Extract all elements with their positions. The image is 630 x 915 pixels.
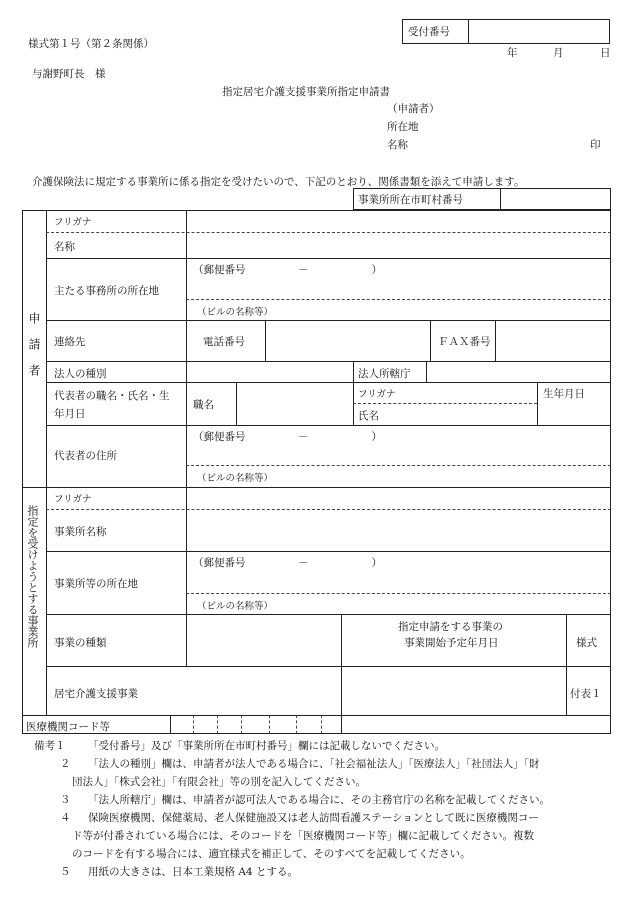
- service-name: 居宅介護支援事業: [54, 688, 138, 700]
- rep-name-input[interactable]: [385, 405, 533, 423]
- rep-furigana-divider: [353, 403, 537, 404]
- note-heading: 備考１: [34, 740, 66, 752]
- furigana-divider: [46, 232, 611, 233]
- rep-address-label: 代表者の住所: [54, 450, 117, 462]
- row-divider: [22, 715, 611, 716]
- municipality-code-divider: [500, 188, 501, 210]
- date-day: 日: [600, 47, 611, 59]
- business-type-label: 事業の種類: [54, 637, 107, 649]
- facility-group-label: 指定を受けようとする事業所: [26, 505, 39, 648]
- form-number: 様式第１号（第２条関係）: [28, 38, 154, 50]
- medical-code-input[interactable]: [172, 717, 339, 732]
- facility-furigana-input[interactable]: [190, 490, 608, 507]
- facility-postal-text: （郵便番号 － ）: [193, 557, 382, 569]
- corp-type-label: 法人の種別: [54, 368, 107, 380]
- row-divider: [46, 666, 611, 667]
- phone-divider: [265, 320, 266, 361]
- applicant-group-label: 申請者: [27, 312, 41, 390]
- medical-code-label: 医療機関コード等: [26, 721, 110, 733]
- municipality-code-input[interactable]: [504, 191, 606, 207]
- rep-name-label: 氏名: [358, 410, 379, 422]
- applicant-name-row-label: 名称: [54, 241, 75, 253]
- row-divider: [46, 258, 611, 259]
- phone-input[interactable]: [269, 324, 427, 357]
- corp-authority-input[interactable]: [430, 364, 608, 380]
- rep-label-line1: 代表者の職名・氏名・生: [54, 390, 170, 402]
- applicant-address-label: 所在地: [387, 121, 419, 133]
- office-address-label: 主たる事務所の所在地: [54, 285, 159, 297]
- intro-text: 介護保険法に規定する事業所に係る指定を受けたいので、下記のとおり、関係書類を添えて申請します。: [32, 176, 525, 188]
- facility-name-input[interactable]: [190, 514, 608, 548]
- note-2-line1: 「法人の種別」欄は、申請者が法人である場合に、「社会福祉法人」「医療法人」「社団法人」「財: [88, 758, 540, 770]
- applicant-furigana-label: フリガナ: [54, 217, 92, 228]
- form-col-divider: [566, 614, 567, 715]
- page-title: 指定居宅介護支援事業所指定申請書: [222, 86, 390, 98]
- note-2-number: ２: [60, 758, 71, 770]
- facility-furigana-label: フリガナ: [54, 494, 92, 505]
- municipality-code-label: 事業所所在市町村番号: [358, 194, 463, 206]
- start-date-divider: [341, 614, 342, 715]
- note-2-line2: 団法人」「株式会社」「有限会社」等の別を記入してください。: [72, 776, 366, 788]
- applicant-name-input[interactable]: [190, 236, 608, 256]
- fax-label: ＦＡＸ番号: [438, 336, 491, 348]
- receipt-number-input[interactable]: [474, 24, 604, 40]
- row-divider: [46, 382, 611, 383]
- office-address-input[interactable]: [190, 277, 608, 297]
- applicant-name-label: 名称: [387, 139, 408, 151]
- contact-label: 連絡先: [54, 336, 86, 348]
- date-year: 年: [507, 47, 518, 59]
- group-column-line: [46, 210, 47, 715]
- addressee: 与謝野町長 様: [32, 68, 106, 80]
- corp-type-input[interactable]: [190, 364, 348, 380]
- row-divider: [46, 551, 611, 552]
- facility-furigana-divider: [46, 509, 611, 510]
- office-postal-text: （郵便番号 － ）: [193, 264, 382, 276]
- note-3-number: ３: [60, 794, 71, 806]
- receipt-divider: [468, 19, 469, 44]
- applicant-heading: （申請者）: [387, 103, 440, 115]
- birthdate-divider: [537, 382, 538, 425]
- phone-label: 電話番号: [203, 336, 245, 348]
- rep-address-divider: [186, 465, 611, 466]
- note-4-number: ４: [60, 812, 71, 824]
- seal-mark: 印: [590, 139, 601, 151]
- row-divider: [46, 320, 611, 321]
- address-divider: [186, 299, 611, 300]
- note-4-line3: のコードを有する場合には、適宜様式を補正して、そのすべてを記載してください。: [72, 848, 471, 860]
- start-date-input[interactable]: [345, 670, 562, 712]
- note-3: 「法人所轄庁」欄は、申請者が認可法人である場合に、その主務官庁の名称を記載してください。: [88, 794, 550, 806]
- medical-code-divider: [170, 715, 171, 734]
- receipt-number-label: 受付番号: [408, 26, 450, 38]
- note-1: 「受付番号」及び「事業所所在市町村番号」欄には記載しないでください。: [88, 740, 445, 752]
- rep-building-text: （ビルの名称等）: [197, 473, 274, 484]
- facility-building-text: （ビルの名称等）: [197, 601, 274, 612]
- attachment-label: 付表１: [570, 688, 602, 700]
- fax-input[interactable]: [499, 324, 607, 357]
- label-column-line: [186, 210, 187, 666]
- rep-label-line2: 年月日: [54, 408, 86, 420]
- start-date-label-line1: 指定申請をする事業の: [398, 621, 503, 633]
- birthdate-label: 生年月日: [543, 388, 585, 400]
- facility-address-divider: [186, 593, 611, 594]
- rep-furigana-label: フリガナ: [358, 389, 396, 400]
- rep-position-label: 職名: [193, 399, 214, 411]
- fax-divider: [495, 320, 496, 361]
- rep-postal-text: （郵便番号 － ）: [193, 431, 382, 443]
- row-divider: [46, 425, 611, 426]
- rep-position-input[interactable]: [240, 386, 348, 421]
- note-4-line1: 保険医療機関、保健薬局、老人保健施設又は老人訪問看護ステーションとして既に医療機関コー: [88, 812, 539, 824]
- date-month: 月: [553, 47, 564, 59]
- facility-address-label: 事業所等の所在地: [54, 578, 138, 590]
- start-date-label-line2: 事業開始予定年月日: [404, 637, 499, 649]
- group-divider: [22, 487, 611, 488]
- note-5: 用紙の大きさは、日本工業規格 A4 とする。: [88, 866, 298, 878]
- note-4-line2: ド等が付番されている場合には、そのコードを「医療機関コード等」欄に記載してください。複数: [72, 830, 534, 842]
- office-building-text: （ビルの名称等）: [197, 307, 274, 318]
- corp-authority-label: 法人所轄庁: [358, 368, 411, 380]
- applicant-furigana-input[interactable]: [190, 212, 608, 229]
- position-divider: [236, 382, 237, 425]
- fax-label-divider: [430, 320, 431, 361]
- form-col-label: 様式: [576, 637, 597, 649]
- row-divider: [46, 614, 611, 615]
- facility-address-input[interactable]: [190, 571, 608, 590]
- rep-address-input[interactable]: [190, 445, 608, 463]
- corp-authority-value-divider: [426, 361, 427, 382]
- code-end-divider: [341, 715, 342, 734]
- row-divider: [46, 361, 611, 362]
- note-5-number: ５: [60, 866, 71, 878]
- facility-name-label: 事業所名称: [54, 526, 107, 538]
- corp-authority-divider: [353, 361, 354, 425]
